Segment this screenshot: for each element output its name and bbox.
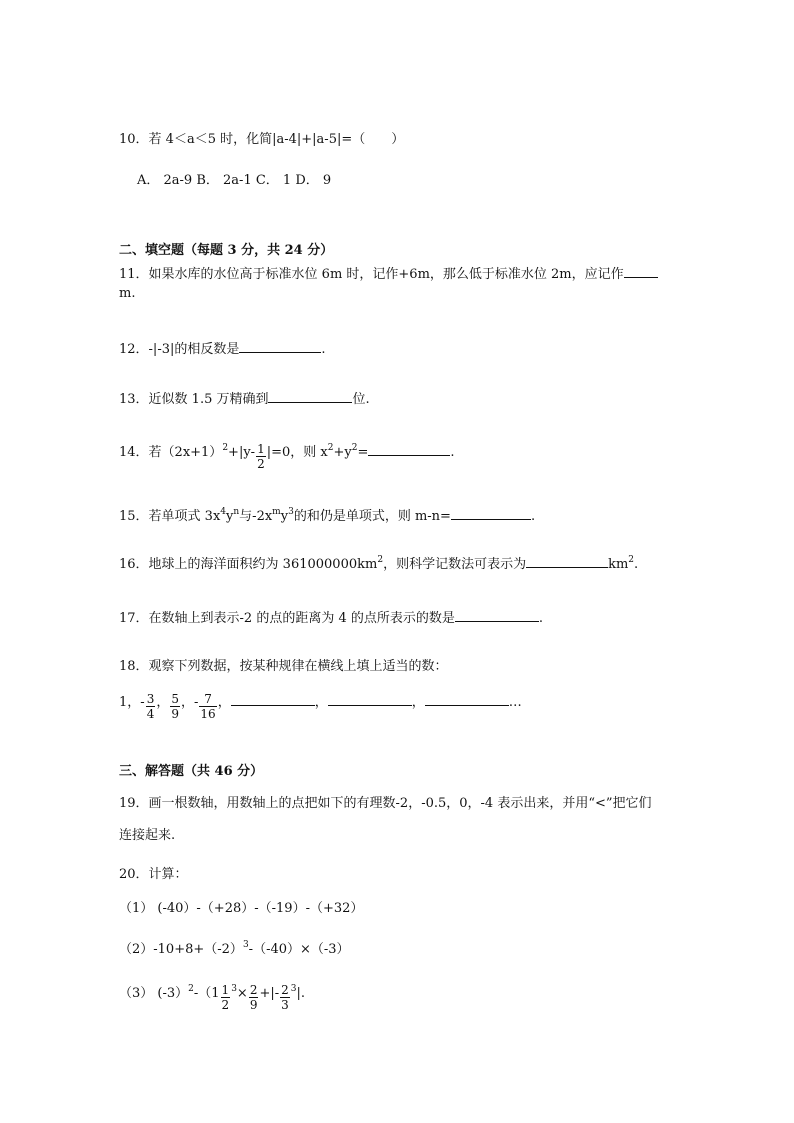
denominator: 9	[249, 998, 258, 1012]
answer-blank[interactable]	[231, 693, 315, 706]
question-10-options: A． 2a-9 B． 2a-1 C． 1 D． 9	[137, 173, 332, 188]
question-11-text: 11．如果水库的水位高于标准水位 6m 时，记作+6m，那么低于标准水位 2m，应记作	[119, 267, 624, 282]
term: 1，	[119, 695, 141, 710]
expr: （3） (-3）	[119, 986, 189, 1001]
exponent: 3	[290, 984, 297, 994]
expr: 与-2x	[239, 509, 273, 524]
section-2-heading: 二、填空题（每题 3 分，共 24 分）	[119, 243, 334, 258]
comma: ，	[156, 695, 170, 710]
punct: .	[538, 611, 544, 626]
numerator: 3	[146, 692, 155, 706]
denominator: 2	[221, 998, 230, 1012]
section-3-heading: 三、解答题（共 46 分）	[119, 764, 264, 779]
expr: =	[357, 445, 369, 460]
question-15	[119, 507, 535, 525]
question-20-stem: 20．计算：	[119, 867, 188, 882]
denominator: 16	[200, 707, 216, 721]
punct: .	[530, 509, 536, 524]
expr: ×	[236, 986, 248, 1001]
expr: ，则科学记数法可表示为	[383, 557, 527, 572]
exponent: 2	[188, 984, 194, 994]
answer-blank[interactable]	[368, 443, 450, 456]
exponent: 2	[377, 555, 384, 565]
exponent: 2	[628, 555, 635, 565]
exponent: 3	[242, 940, 249, 950]
question-11	[119, 265, 658, 283]
expr: +|y-	[228, 445, 256, 460]
question-18-stem: 18．观察下列数据，按某种规律在横线上填上适当的数：	[119, 659, 448, 674]
question-20-part-3	[119, 979, 306, 1012]
fraction	[170, 692, 180, 721]
punct: .	[634, 557, 639, 572]
answer-blank[interactable]	[268, 390, 352, 403]
answer-blank[interactable]	[455, 609, 539, 622]
fraction	[256, 442, 266, 471]
suffix: 位.	[352, 392, 370, 407]
question-12-text: 12．-|-3|的相反数是	[119, 342, 240, 357]
fraction	[199, 692, 216, 721]
answer-blank[interactable]	[451, 507, 531, 520]
ellipsis: …	[508, 695, 522, 710]
question-13	[119, 390, 370, 408]
denominator: 2	[257, 457, 265, 471]
numerator: 1	[257, 442, 265, 456]
comma: ，	[217, 695, 231, 710]
minus-sign: -	[194, 695, 199, 710]
expr: y	[280, 509, 289, 524]
comma: ，	[180, 695, 194, 710]
numerator: 7	[199, 692, 216, 707]
answer-blank[interactable]	[526, 555, 608, 568]
question-17	[119, 609, 543, 627]
answer-blank[interactable]	[624, 265, 658, 278]
exponent: 2	[327, 443, 334, 453]
expr: y	[226, 509, 234, 524]
fraction	[249, 983, 259, 1012]
question-12	[119, 340, 326, 358]
question-15-text: 15．若单项式 3x	[119, 509, 221, 524]
answer-blank[interactable]	[328, 693, 412, 706]
question-18-sequence	[119, 688, 522, 721]
question-20-part-1: （1） (-40）-（+28）-（-19）-（+32）	[119, 901, 364, 916]
answer-blank[interactable]	[425, 693, 509, 706]
exponent: 2	[351, 443, 358, 453]
denominator: 4	[146, 707, 155, 721]
question-16-text: 16．地球上的海洋面积约为 361000000km	[119, 557, 378, 572]
comma: ，	[411, 695, 425, 710]
expr: +y	[333, 445, 352, 460]
numerator: 5	[171, 692, 179, 706]
expr: |=0，则 x	[266, 445, 328, 460]
question-20-part-2	[119, 942, 350, 958]
question-19-line-2: 连接起来.	[119, 828, 176, 843]
expr: （2）-10+8+（-2）	[119, 942, 243, 957]
comma: ，	[314, 695, 328, 710]
numerator: 2	[249, 983, 258, 997]
question-14	[119, 438, 455, 471]
exponent: m	[272, 507, 281, 517]
expr: -（1	[193, 986, 220, 1001]
fraction	[221, 983, 231, 1012]
fraction	[280, 983, 290, 1012]
question-16	[119, 555, 638, 573]
exponent: 3	[288, 507, 294, 517]
answer-blank[interactable]	[239, 340, 321, 353]
expr: 的和仍是单项式，则 m-n=	[293, 509, 451, 524]
expr: +|-	[259, 986, 280, 1001]
expr: |.	[296, 986, 306, 1001]
numerator: 2	[281, 983, 289, 997]
punct: .	[450, 445, 455, 460]
question-19-line-1: 19．画一根数轴，用数轴上的点把如下的有理数-2，-0.5，0，-4 表示出来，并用“<”把它们	[119, 796, 652, 811]
exponent: 2	[222, 443, 229, 453]
exponent: 3	[231, 984, 237, 994]
denominator: 3	[281, 998, 289, 1012]
minus-sign: -	[140, 695, 145, 710]
expr: -（-40）×（-3）	[248, 942, 350, 957]
question-17-text: 17．在数轴上到表示-2 的点的距离为 4 的点所表示的数是	[119, 611, 455, 626]
fraction	[146, 692, 156, 721]
question-11-continuation: m.	[119, 286, 136, 301]
question-14-text: 14．若（2x+1）	[119, 445, 223, 460]
exponent: 4	[220, 507, 227, 517]
question-10-stem: 10．若 4＜a＜5 时，化简|a-4|+|a-5|=（ ）	[119, 132, 405, 147]
unit: km	[608, 557, 629, 572]
exponent: n	[233, 507, 240, 517]
punct: .	[321, 342, 326, 357]
denominator: 9	[171, 707, 179, 721]
numerator: 1	[221, 983, 230, 997]
question-13-text: 13．近似数 1.5 万精确到	[119, 392, 269, 407]
